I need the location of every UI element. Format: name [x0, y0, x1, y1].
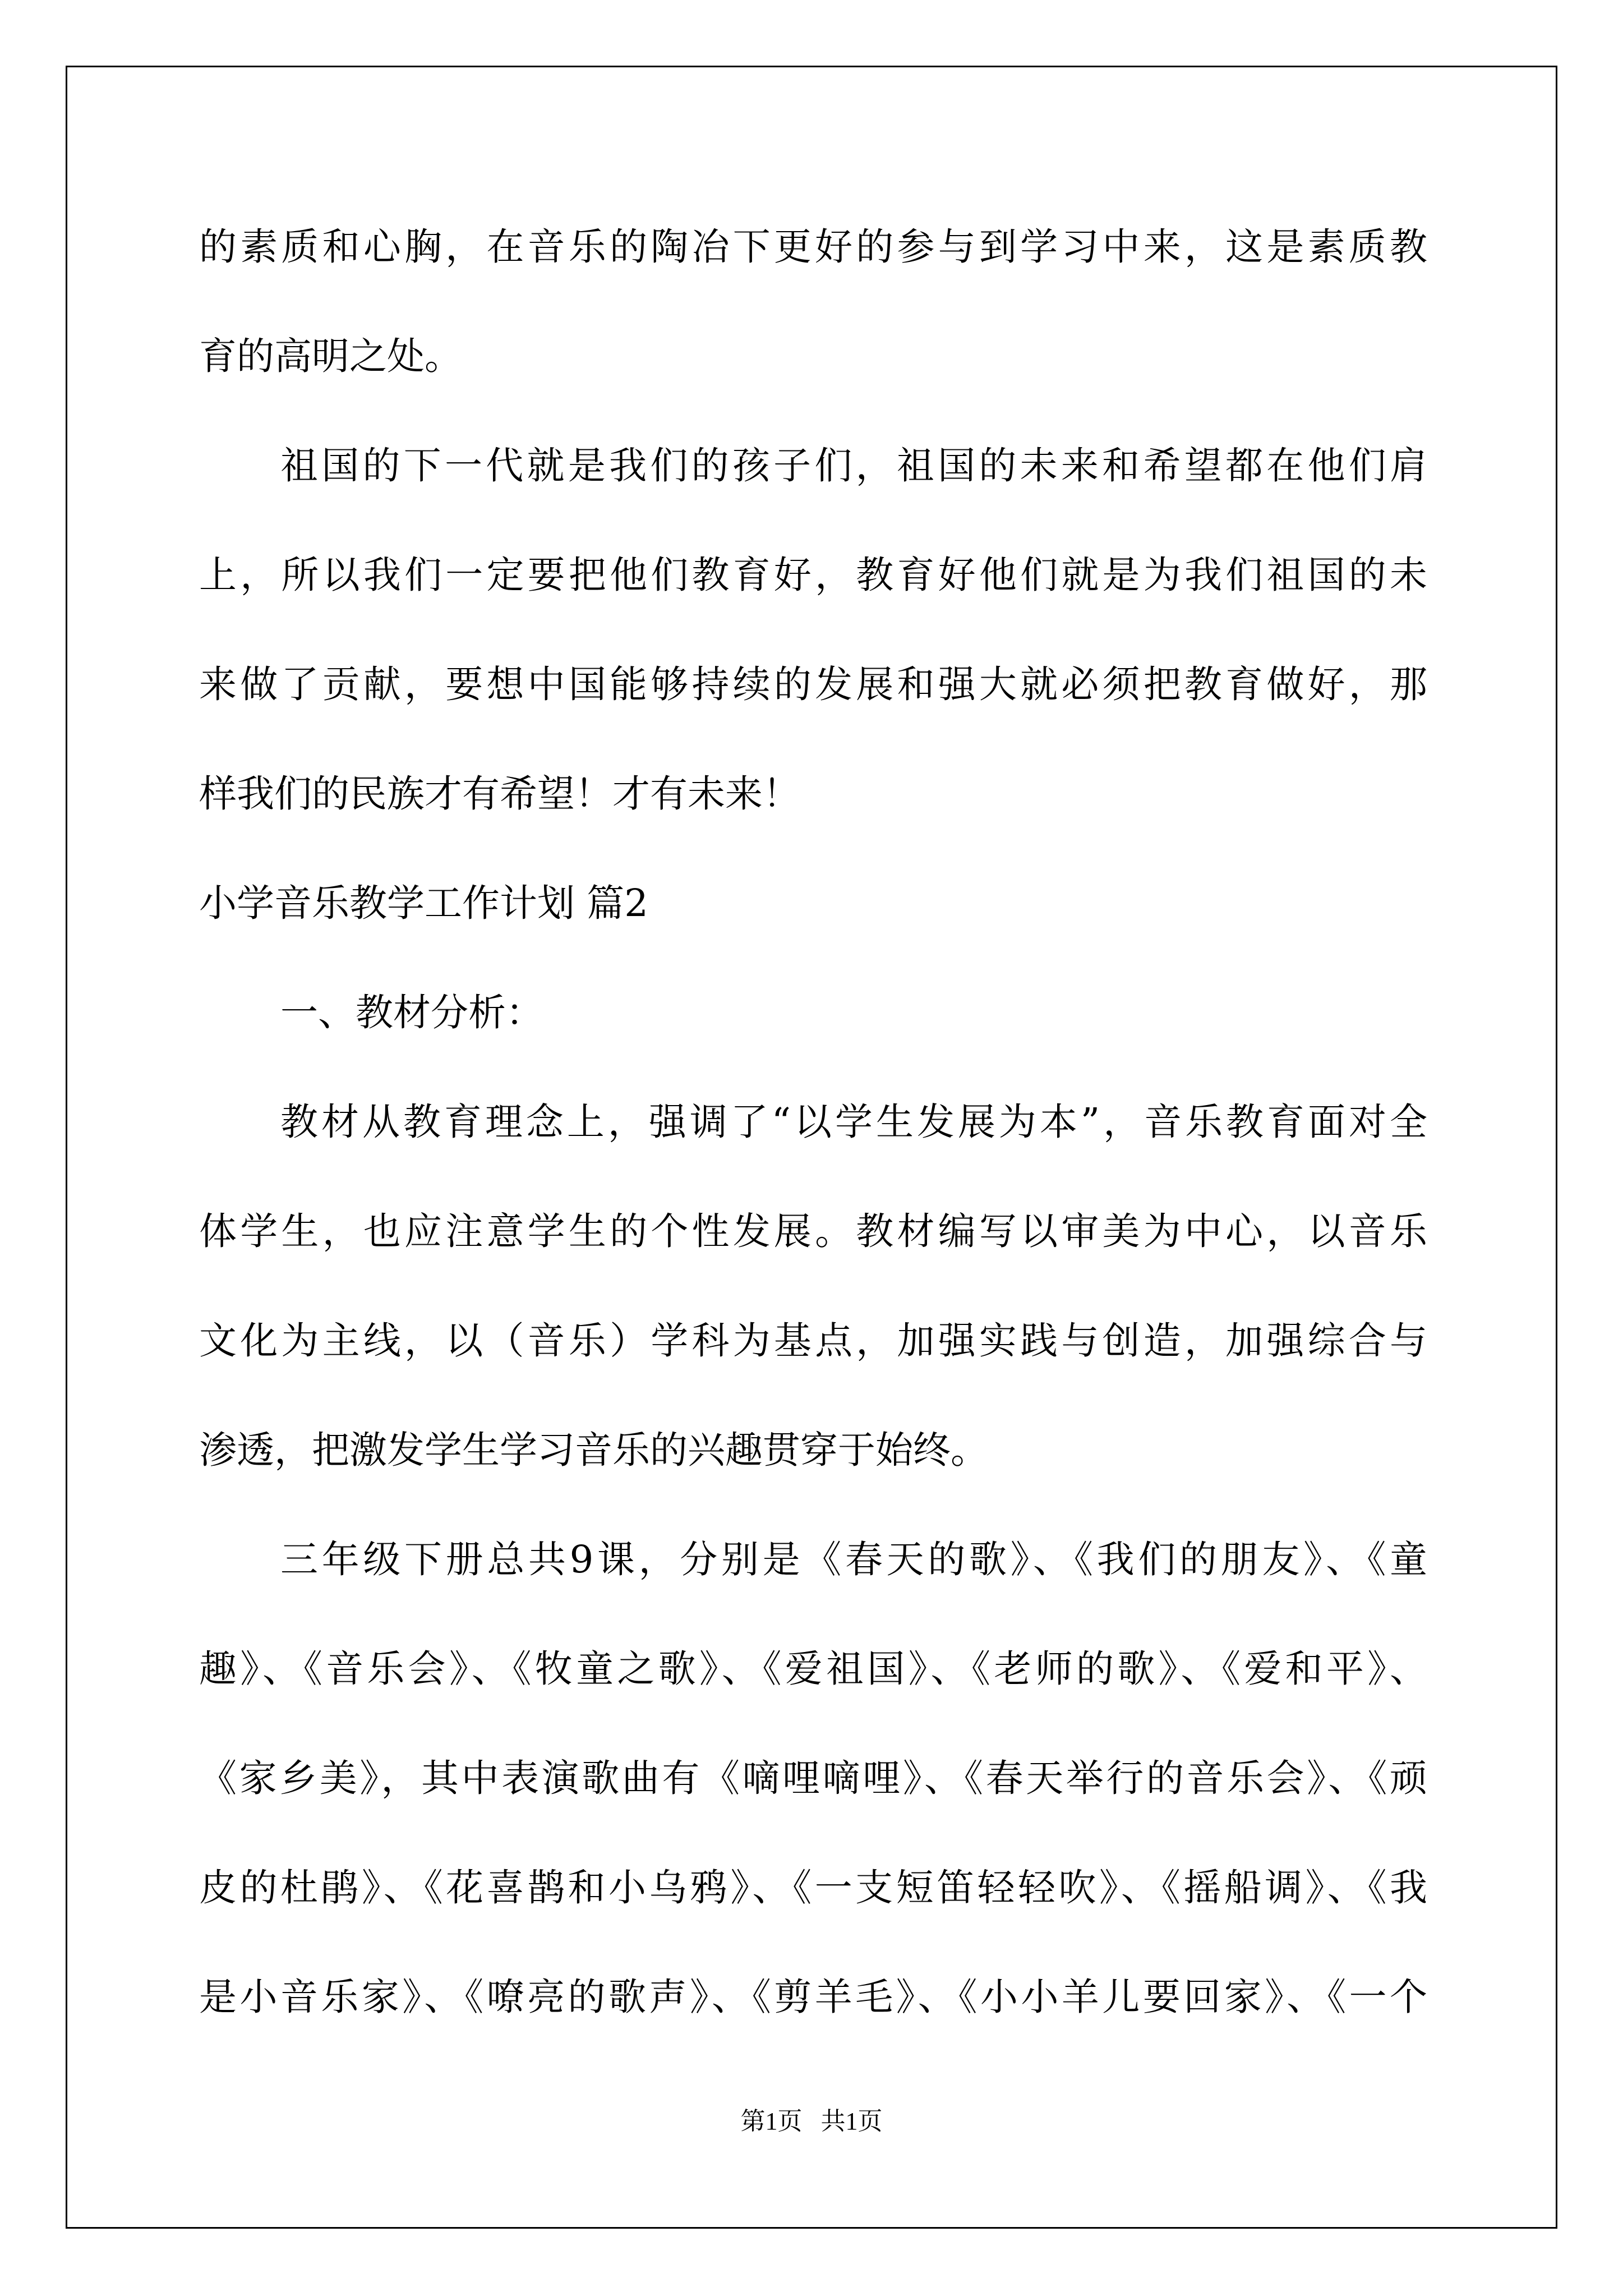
page-footer: 第1页 共1页	[740, 2108, 883, 2135]
body-line: 趣》、《音乐会》、《牧童之歌》、《爱祖国》、《老师的歌》、《爱和平》、	[199, 1647, 1427, 1691]
body-line: 文化为主线，以（音乐）学科为基点，加强实践与创造，加强综合与	[199, 1319, 1427, 1363]
body-line: 体学生，也应注意学生的个性发展。教材编写以审美为中心，以音乐	[199, 1209, 1427, 1253]
body-line: 来做了贡献，要想中国能够持续的发展和强大就必须把教育做好，那	[199, 662, 1427, 706]
body-line: 三年级下册总共9课，分别是《春天的歌》、《我们的朋友》、《童	[280, 1538, 1427, 1581]
body-line: 育的高明之处。	[199, 334, 462, 378]
body-line: 祖国的下一代就是我们的孩子们，祖国的未来和希望都在他们肩	[280, 444, 1427, 487]
body-line: 样我们的民族才有希望！才有未来！	[199, 772, 800, 816]
body-line: 上，所以我们一定要把他们教育好，教育好他们就是为我们祖国的未	[199, 553, 1427, 597]
section-heading: 小学音乐教学工作计划 篇2	[199, 881, 648, 925]
body-line: 的素质和心胸，在音乐的陶冶下更好的参与到学习中来，这是素质教	[199, 225, 1427, 269]
body-line: 渗透，把激发学生学习音乐的兴趣贯穿于始终。	[199, 1428, 988, 1472]
document-body	[199, 208, 1427, 2067]
body-line: 教材从教育理念上，强调了“以学生发展为本”，音乐教育面对全	[280, 1100, 1427, 1144]
body-line: 《家乡美》，其中表演歌曲有《嘀哩嘀哩》、《春天举行的音乐会》、《顽	[199, 1756, 1427, 1800]
body-line: 是小音乐家》、《嘹亮的歌声》、《剪羊毛》、《小小羊儿要回家》、《一个	[199, 1975, 1427, 2019]
body-line: 皮的杜鹃》、《花喜鹊和小乌鸦》、《一支短笛轻轻吹》、《摇船调》、《我	[199, 1866, 1427, 1910]
subsection-heading: 一、教材分析：	[280, 991, 543, 1034]
